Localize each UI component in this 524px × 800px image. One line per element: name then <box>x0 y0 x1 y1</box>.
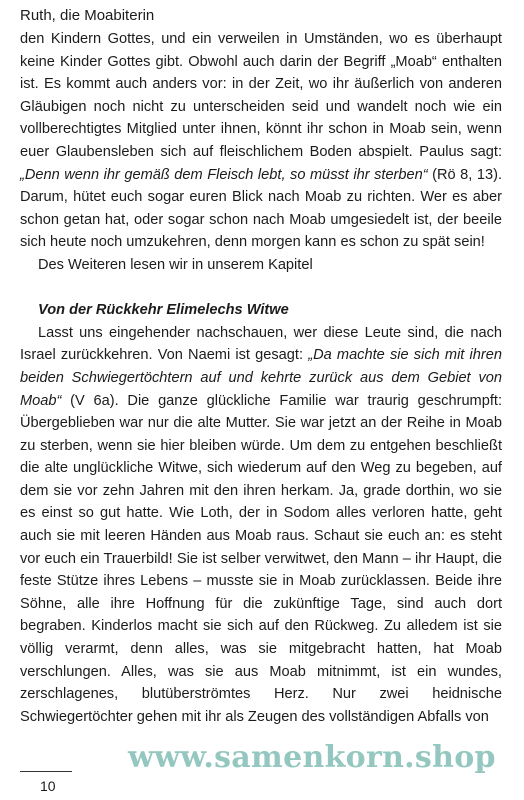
section-heading: Von der Rückkehr Elimelechs Witwe <box>38 302 289 319</box>
website-watermark: www.samenkorn.shop <box>128 740 496 775</box>
paragraph-gap <box>20 277 502 300</box>
running-title: Ruth, die Moabiterin <box>20 7 155 24</box>
body-text <box>20 28 502 728</box>
paragraph-1: den Kindern Gottes, und ein verweilen in Umständen, wo es überhaupt keine Kinder Gottes gibt. Obwohl auch darin der Begriff „Moab“ enthalten ist. Es kommt auch anders vor: in der Zeit, wo ihr äußerlich von anderen Gläubigen noch nicht zu unterscheiden seid und wandelt noch wie ein vollberechtigtes Mitglied unter ihnen, könnt ihr schon in Moab sein, wenn euer Glaubensleben sich auf fleischlichem Boden abspielt. Paulus sagt: „Denn wenn ihr gemäß dem Fleisch lebt, so müsst ihr sterben“ (Rö 8, 13). Darum, hütet euch sogar euren Blick nach Moab zu richten. Wer es aber schon getan hat, oder sogar schon nach Moab umgesiedelt ist, der beeile sich heute noch umzukehren, denn morgen kann es schon zu spät sein! <box>20 31 502 251</box>
section-paragraph-1: Lasst uns eingehender nachschauen, wer diese Leute sind, die nach Israel zurückkehren. Von Naemi ist gesagt: „Da machte sie sich mit ihren beiden Schwiegertöchtern auf und kehrte zurück aus dem Gebiet von Moab“ (V 6a). Die ganze glückliche Familie war traurig geschrumpft: Übergeblieben war nur die alte Mutter. Sie war jetzt an der Reihe in Moab zu sterben, wenn sie hier bleiben würde. Um dem zu entgehen beschließt die alte unglückliche Witwe, sich wiederum auf den Weg zu begeben, auf dem sie vor zehn Jahren mit den ihren herkam. Ja, grade dorthin, wo sie es einst so gut hatte. Wie Loth, der in Sodom alles verloren hatte, geht auch sie mit leeren Händen aus Moab raus. Schaut sie euch an: es steht vor euch ein Trauerbild! Sie ist selber verwitwet, den Mann – ihr Haupt, die feste Stütze ihres Lebens – musste sie in Moab zurücklassen. Beide ihre Söhne, alle ihre Hoffnung für die zukünftige Tage, sind auch dort begraben. Kinderlos macht sie sich auf den Rückweg. Zu alledem ist sie völlig verarmt, denn alles, was sie mitgebracht hatten, hat Moab verschlungen. Alles, was sie aus Moab mitnimmt, ist ein wundes, zerschlagenes, blutüberströmtes Herz. Nur zwei heidnische Schwiegertöchter gehen mit ihr als Zeugen des vollständigen Abfalls von <box>20 324 502 725</box>
page-number: 10 <box>40 778 56 794</box>
paragraph-2: Des Weiteren lesen wir in unserem Kapitel <box>38 256 313 273</box>
footer-rule <box>20 771 72 772</box>
